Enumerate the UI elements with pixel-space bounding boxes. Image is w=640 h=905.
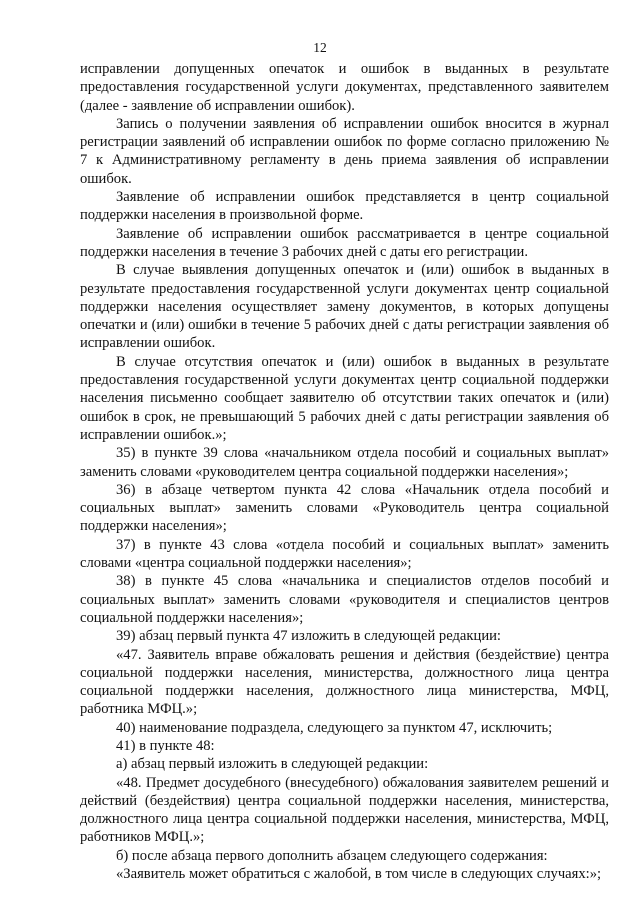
document-body xyxy=(80,60,609,883)
paragraph-continuation: исправлении допущенных опечаток и ошибок в выданных в результате предоставления государственной услуги документах, представленного заявителем (далее - заявление об исправлении ошибок). xyxy=(80,61,609,114)
paragraph-clause-47: «47. Заявитель вправе обжаловать решения и действия (бездействие) центра социальной поддержки населения, министерства, должностного лица центра социальной поддержки населения, должностного лица министерства, МФЦ, работника МФЦ.»; xyxy=(80,646,609,718)
paragraph-item-36: 36) в абзаце четвертом пункта 42 слова «Начальник отдела пособий и социальных выплат» заменить словами «Руководитель центра социальной поддержки населения»; xyxy=(80,481,609,535)
paragraph-item-41a: а) абзац первый изложить в следующей редакции: xyxy=(116,756,429,773)
page-number: 12 xyxy=(313,40,327,55)
paragraph-no-errors: В случае отсутствия опечаток и (или) ошибок в выданных в результате предоставления государственной услуги документах центр социальной поддержки населения письменно сообщает заявителю об отсутствии таких опечаток и (или) ошибок в срок, не превышающий 5 рабочих дней с даты регистрации заявления об исправлении ошибок.»; xyxy=(80,353,609,443)
paragraph-item-41b: б) после абзаца первого дополнить абзацем следующего содержания: xyxy=(116,847,548,864)
paragraph-item-37: 37) в пункте 43 слова «отдела пособий и социальных выплат» заменить словами «центра социальной поддержки населения»; xyxy=(80,536,609,572)
paragraph-review-period: Заявление об исправлении ошибок рассматривается в центре социальной поддержки населения в течение 3 рабочих дней с даты его регистрации. xyxy=(80,225,609,260)
paragraph-item-39: 39) абзац первый пункта 47 изложить в следующей редакции: xyxy=(116,628,501,645)
paragraph-item-35: 35) в пункте 39 слова «начальником отдела пособий и социальных выплат» заменить словами «руководителем центра социальной поддержки населения»; xyxy=(80,445,609,480)
paragraph-clause-48: «48. Предмет досудебного (внесудебного) обжалования заявителем решений и действий (бездействия) центра социальной поддержки населения, министерства, должностного лица центра социальной поддержки населения, министерства, МФЦ, работников МФЦ.»; xyxy=(80,774,609,846)
paragraph-item-41: 41) в пункте 48: xyxy=(116,737,215,754)
paragraph-errors-found: В случае выявления допущенных опечаток и (или) ошибок в выданных в результате предоставления государственной услуги документах центр социальной поддержки населения осуществляет замену документов, в которых допущены опечатки и (или) ошибки в течение 5 рабочих дней с даты регистрации заявления об исправлении ошибок. xyxy=(80,262,609,352)
paragraph-complaint-cases: «Заявитель может обратиться с жалобой, в том числе в следующих случаях:»; xyxy=(116,866,602,883)
paragraph-journal-record: Запись о получении заявления об исправлении ошибок вносится в журнал регистрации заявлений об исправлении ошибок по форме согласно приложению № 7 к Административному регламенту в день приема заявления об исправлении ошибок. xyxy=(80,115,609,187)
paragraph-item-40: 40) наименование подраздела, следующего за пунктом 47, исключить; xyxy=(116,719,553,736)
paragraph-free-form: Заявление об исправлении ошибок представляется в центр социальной поддержки населения в произвольной форме. xyxy=(80,189,609,224)
paragraph-item-38: 38) в пункте 45 слова «начальника и специалистов отделов пособий и социальных выплат» заменить словами «руководителя и специалистов центров социальной поддержки населения»; xyxy=(80,573,609,626)
